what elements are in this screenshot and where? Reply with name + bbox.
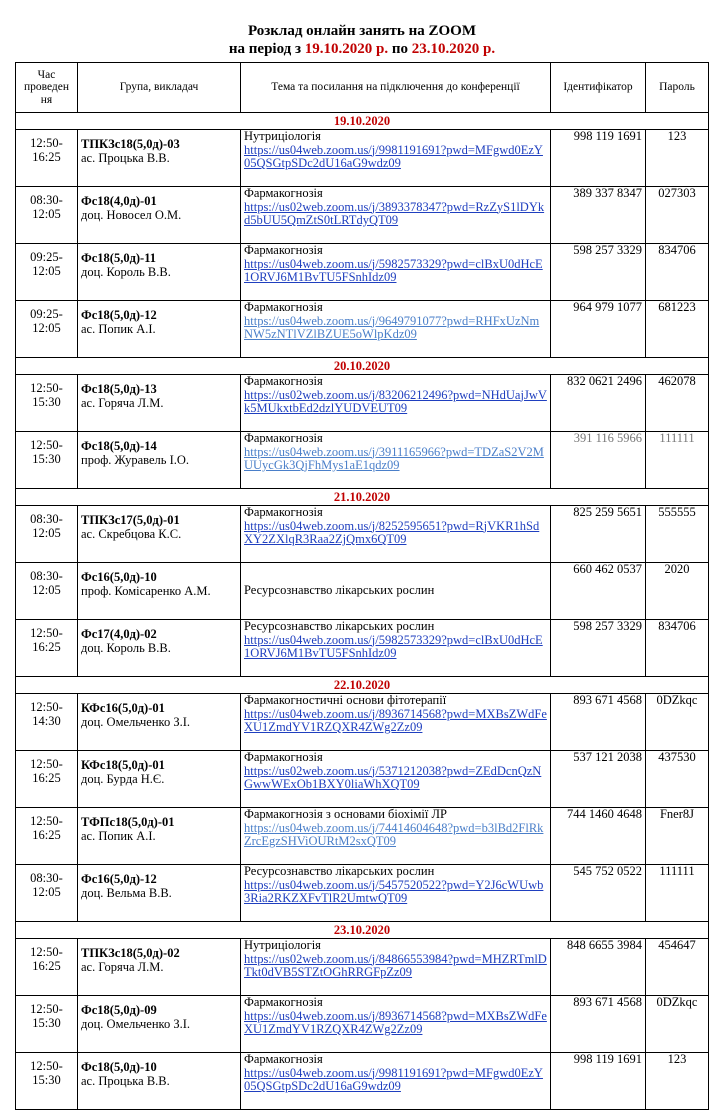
topic-name: Фармакогностичні основи фітотерапії	[244, 693, 447, 707]
password-cell: 123	[646, 1053, 709, 1110]
group-name: ТПКЗс18(5,0д)-02	[81, 946, 180, 960]
teacher-name: доц. Вельма В.В.	[81, 885, 172, 900]
teacher-name: ас. Попик А.І.	[81, 828, 156, 843]
topic-cell	[241, 620, 551, 677]
title-line-1: Розклад онлайн занять на ZOOM	[247, 23, 477, 39]
meeting-id-cell: 893 671 4568	[551, 996, 646, 1053]
meeting-id-cell: 537 121 2038	[551, 751, 646, 808]
zoom-link[interactable]: https://us04web.zoom.us/j/5982573329?pwd=clBxU0dHcE1ORVJ6M1BvTU5FSnhIdz09	[244, 256, 543, 284]
group-name: ТФПс18(5,0д)-01	[81, 815, 175, 829]
time-cell: 12:50- 16:25	[16, 751, 78, 808]
meeting-id-cell: 893 671 4568	[551, 694, 646, 751]
date-from: 19.10.2020 р.	[304, 41, 389, 57]
topic-cell	[241, 939, 551, 996]
group-name: Фс18(4,0д)-01	[81, 194, 157, 208]
password-cell: 462078	[646, 375, 709, 432]
date-row	[16, 489, 709, 506]
schedule-table	[15, 62, 709, 1110]
meeting-id-cell: 832 0621 2496	[551, 375, 646, 432]
table-row	[16, 996, 709, 1053]
topic-name: Фармакогнозія	[244, 186, 323, 200]
topic-cell	[241, 1053, 551, 1110]
meeting-id-cell: 998 119 1691	[551, 1053, 646, 1110]
time-cell: 08:30- 12:05	[16, 563, 78, 620]
zoom-link[interactable]: https://us02web.zoom.us/j/83206212496?pwd=NHdUajJwVk5MUkxtbEd2dzlYUDVEUT09	[244, 387, 547, 415]
time-cell: 12:50- 16:25	[16, 130, 78, 187]
table-row	[16, 432, 709, 489]
table-row	[16, 1053, 709, 1110]
teacher-name: доц. Король В.В.	[81, 640, 171, 655]
meeting-id-cell: 744 1460 4648	[551, 808, 646, 865]
teacher-name: ас. Попик А.І.	[81, 321, 156, 336]
password-cell: 437530	[646, 751, 709, 808]
password-cell: 0DZkqc	[646, 996, 709, 1053]
topic-name: Фармакогнозія	[244, 243, 323, 257]
table-row	[16, 130, 709, 187]
topic-cell	[241, 865, 551, 922]
topic-name: Фармакогнозія	[244, 750, 323, 764]
group-name: Фс16(5,0д)-12	[81, 872, 157, 886]
topic-name: Фармакогнозія	[244, 431, 323, 445]
topic-name: Ресурсознавство лікарських рослин	[244, 864, 435, 878]
zoom-link[interactable]: https://us04web.zoom.us/j/3911165966?pwd=TDZaS2V2MUUycGk3QjFhMys1aE1qdz09	[244, 444, 544, 472]
zoom-link[interactable]: https://us04web.zoom.us/j/8252595651?pwd=RjVKR1hSdXY2ZXlqR3Raa2ZjQmx6QT09	[244, 518, 540, 546]
meeting-id-cell: 848 6655 3984	[551, 939, 646, 996]
teacher-name: ас. Процька В.В.	[81, 1073, 170, 1088]
group-cell	[78, 996, 241, 1053]
topic-name: Фармакогнозія	[244, 374, 323, 388]
column-header-topic: Тема та посилання на підключення до конференції	[241, 63, 551, 113]
zoom-link[interactable]: https://us02web.zoom.us/j/5371212038?pwd=ZEdDcnQzNGwwWExOb1BXY0liaWhXQT09	[244, 763, 542, 791]
password-cell: 111111	[646, 432, 709, 489]
time-cell: 09:25- 12:05	[16, 244, 78, 301]
title-line-2	[0, 40, 724, 58]
group-cell	[78, 865, 241, 922]
group-name: Фс17(4,0д)-02	[81, 627, 157, 641]
date-row	[16, 922, 709, 939]
topic-name: Фармакогнозія	[244, 1052, 323, 1066]
topic-cell	[241, 432, 551, 489]
group-cell	[78, 1053, 241, 1110]
column-header-id: Ідентифікатор	[551, 63, 646, 113]
topic-cell	[241, 996, 551, 1053]
table-row	[16, 694, 709, 751]
time-cell: 08:30- 12:05	[16, 506, 78, 563]
meeting-id-cell: 964 979 1077	[551, 301, 646, 358]
header-row	[16, 63, 709, 113]
password-cell: 454647	[646, 939, 709, 996]
time-cell: 08:30- 12:05	[16, 187, 78, 244]
topic-cell	[241, 130, 551, 187]
group-cell	[78, 187, 241, 244]
password-cell: 111111	[646, 865, 709, 922]
topic-name: Фармакогнозія	[244, 505, 323, 519]
date-row	[16, 677, 709, 694]
topic-name: Фармакогнозія з основами біохімії ЛР	[244, 807, 447, 821]
table-row	[16, 865, 709, 922]
time-cell: 09:25- 12:05	[16, 301, 78, 358]
topic-cell	[241, 375, 551, 432]
topic-name: Фармакогнозія	[244, 995, 323, 1009]
column-header-password: Пароль	[646, 63, 709, 113]
teacher-name: доц. Король В.В.	[81, 264, 171, 279]
group-name: Фс18(5,0д)-10	[81, 1060, 157, 1074]
password-cell: Fner8J	[646, 808, 709, 865]
table-row	[16, 751, 709, 808]
group-name: Фс18(5,0д)-09	[81, 1003, 157, 1017]
zoom-link[interactable]: https://us04web.zoom.us/j/5457520522?pwd=Y2J6cWUwb3Ria2RKZXFvTlR2UmtwQT09	[244, 877, 544, 905]
meeting-id-cell: 391 116 5966	[551, 432, 646, 489]
time-cell: 12:50- 16:25	[16, 620, 78, 677]
zoom-link[interactable]: https://us04web.zoom.us/j/5982573329?pwd=clBxU0dHcE1ORVJ6M1BvTU5FSnhIdz09	[244, 632, 543, 660]
group-name: ТПКЗс17(5,0д)-01	[81, 513, 180, 527]
topic-cell	[241, 506, 551, 563]
group-cell	[78, 808, 241, 865]
password-cell: 027303	[646, 187, 709, 244]
table-row	[16, 506, 709, 563]
zoom-link[interactable]: https://us02web.zoom.us/j/3893378347?pwd=RzZyS1lDYkd5bUU5QmZtS0tLRTdyQT09	[244, 199, 545, 227]
group-cell	[78, 130, 241, 187]
date-heading: 19.10.2020	[16, 113, 709, 130]
topic-name: Ресурсознавство лікарських рослин	[244, 583, 435, 598]
password-cell: 555555	[646, 506, 709, 563]
meeting-id-cell: 598 257 3329	[551, 244, 646, 301]
teacher-name: проф. Журавель І.О.	[81, 452, 190, 467]
password-cell: 2020	[646, 563, 709, 620]
zoom-link[interactable]: https://us04web.zoom.us/j/9981191691?pwd=MFgwd0EzY05QSGtpSDc2dU16aG9wdz09	[244, 1065, 543, 1093]
zoom-link[interactable]: https://us04web.zoom.us/j/8936714568?pwd=MXBsZWdFeXU1ZmdYV1RZQXR4ZWg2Zz09	[244, 1008, 547, 1036]
teacher-name: ас. Горяча Л.М.	[81, 395, 164, 410]
meeting-id-cell: 545 752 0522	[551, 865, 646, 922]
topic-name: Ресурсознавство лікарських рослин	[244, 619, 435, 633]
topic-cell	[241, 301, 551, 358]
time-cell: 12:50- 16:25	[16, 939, 78, 996]
date-heading: 22.10.2020	[16, 677, 709, 694]
topic-cell	[241, 751, 551, 808]
time-cell: 12:50- 16:25	[16, 808, 78, 865]
zoom-link[interactable]: https://us04web.zoom.us/j/74414604648?pwd=b3lBd2FlRkZrcEgzSHViOURtM2sxQT09	[244, 820, 544, 848]
teacher-name: доц. Омельченко З.І.	[81, 714, 191, 729]
group-cell	[78, 432, 241, 489]
topic-name: Нутриціологія	[244, 129, 321, 143]
topic-cell	[241, 187, 551, 244]
time-cell: 08:30- 12:05	[16, 865, 78, 922]
teacher-name: проф. Комісаренко А.М.	[81, 583, 211, 598]
group-name: КФс16(5,0д)-01	[81, 701, 165, 715]
date-heading: 23.10.2020	[16, 922, 709, 939]
meeting-id-cell: 660 462 0537	[551, 563, 646, 620]
time-cell: 12:50- 15:30	[16, 375, 78, 432]
title-mid: по	[388, 41, 412, 57]
time-cell: 12:50- 14:30	[16, 694, 78, 751]
password-cell: 834706	[646, 244, 709, 301]
time-cell: 12:50- 15:30	[16, 1053, 78, 1110]
time-cell: 12:50- 15:30	[16, 432, 78, 489]
group-name: Фс18(5,0д)-11	[81, 251, 157, 265]
teacher-name: доц. Бурда Н.Є.	[81, 771, 165, 786]
group-name: Фс18(5,0д)-13	[81, 382, 157, 396]
table-row	[16, 187, 709, 244]
zoom-link[interactable]: https://us02web.zoom.us/j/84866553984?pwd=MHZRTmlDTkt0dVB5STZtOGhRRGFpZz09	[244, 951, 547, 979]
date-row	[16, 358, 709, 375]
zoom-link[interactable]: https://us04web.zoom.us/j/9649791077?pwd=RHFxUzNmNW5zNTlVZlBZUE5oWlpKdz09	[244, 313, 540, 341]
teacher-name: ас. Процька В.В.	[81, 150, 170, 165]
table-row	[16, 620, 709, 677]
teacher-name: ас. Горяча Л.М.	[81, 959, 164, 974]
group-cell	[78, 939, 241, 996]
table-row	[16, 244, 709, 301]
time-cell: 12:50- 15:30	[16, 996, 78, 1053]
zoom-link[interactable]: https://us04web.zoom.us/j/8936714568?pwd=MXBsZWdFeXU1ZmdYV1RZQXR4ZWg2Zz09	[244, 706, 547, 734]
topic-cell	[241, 563, 551, 620]
meeting-id-cell: 598 257 3329	[551, 620, 646, 677]
date-heading: 21.10.2020	[16, 489, 709, 506]
group-cell	[78, 301, 241, 358]
group-name: Фс16(5,0д)-10	[81, 570, 157, 584]
teacher-name: доц. Омельченко З.І.	[81, 1016, 191, 1031]
group-name: КФс18(5,0д)-01	[81, 758, 165, 772]
title-prefix: на період з	[228, 41, 305, 57]
table-row	[16, 808, 709, 865]
table-row	[16, 563, 709, 620]
topic-name: Нутриціологія	[244, 938, 321, 952]
topic-cell	[241, 244, 551, 301]
meeting-id-cell: 389 337 8347	[551, 187, 646, 244]
document-title	[0, 22, 724, 58]
topic-cell	[241, 808, 551, 865]
group-name: Фс18(5,0д)-12	[81, 308, 157, 322]
group-cell	[78, 563, 241, 620]
teacher-name: доц. Новосел О.М.	[81, 207, 182, 222]
table-row	[16, 375, 709, 432]
meeting-id-cell: 998 119 1691	[551, 130, 646, 187]
password-cell: 834706	[646, 620, 709, 677]
group-cell	[78, 751, 241, 808]
group-cell	[78, 375, 241, 432]
column-header-group: Група, викладач	[78, 63, 241, 113]
group-name: ТПКЗс18(5,0д)-03	[81, 137, 180, 151]
date-row	[16, 113, 709, 130]
topic-name: Фармакогнозія	[244, 300, 323, 314]
meeting-id-cell: 825 259 5651	[551, 506, 646, 563]
date-to: 23.10.2020 р.	[411, 41, 496, 57]
table-row	[16, 301, 709, 358]
topic-cell	[241, 694, 551, 751]
zoom-link[interactable]: https://us04web.zoom.us/j/9981191691?pwd=MFgwd0EzY05QSGtpSDc2dU16aG9wdz09	[244, 142, 543, 170]
table-row	[16, 939, 709, 996]
group-name: Фс18(5,0д)-14	[81, 439, 157, 453]
group-cell	[78, 694, 241, 751]
group-cell	[78, 244, 241, 301]
group-cell	[78, 506, 241, 563]
password-cell: 681223	[646, 301, 709, 358]
schedule-body	[16, 113, 709, 1110]
date-heading: 20.10.2020	[16, 358, 709, 375]
teacher-name: ас. Скребцова К.С.	[81, 526, 182, 541]
group-cell	[78, 620, 241, 677]
password-cell: 0DZkqc	[646, 694, 709, 751]
password-cell: 123	[646, 130, 709, 187]
column-header-time: Час проведен ня	[16, 63, 78, 113]
